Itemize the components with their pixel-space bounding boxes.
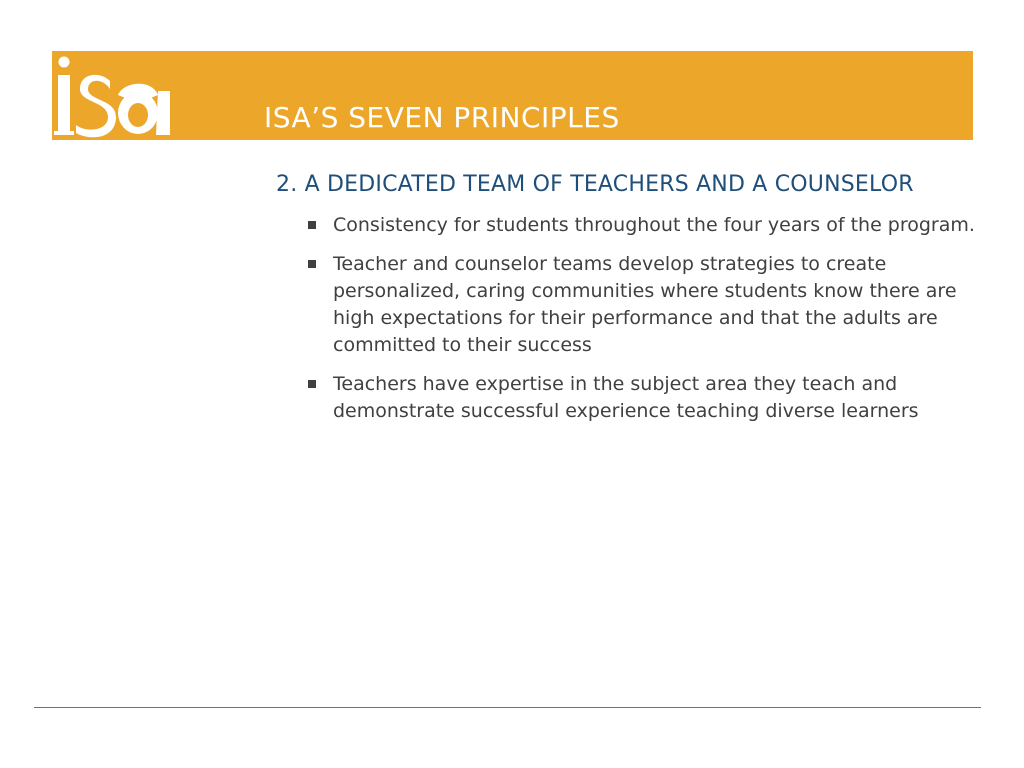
slide-content [276, 170, 986, 437]
bullet-text: Teachers have expertise in the subject area they teach and demonstrate successful experience teaching diverse learners [333, 373, 919, 422]
bullet-list [276, 212, 986, 425]
bullet-item [306, 251, 986, 359]
bullet-item [306, 212, 986, 239]
square-bullet-icon [308, 221, 316, 229]
bullet-text: Teacher and counselor teams develop strategies to create personalized, caring communities where students know there are high expectations for their performance and that the adults are committed to their success [333, 253, 957, 356]
isa-logo [52, 51, 176, 140]
principle-heading: 2. A DEDICATED TEAM OF TEACHERS AND A COUNSELOR [276, 172, 914, 197]
square-bullet-icon [308, 380, 316, 388]
slide-title: ISA’S SEVEN PRINCIPLES [264, 101, 620, 134]
square-bullet-icon [308, 260, 316, 268]
footer-divider [34, 707, 981, 708]
bullet-text: Consistency for students throughout the four years of the program. [333, 214, 975, 236]
bullet-item [306, 371, 986, 425]
